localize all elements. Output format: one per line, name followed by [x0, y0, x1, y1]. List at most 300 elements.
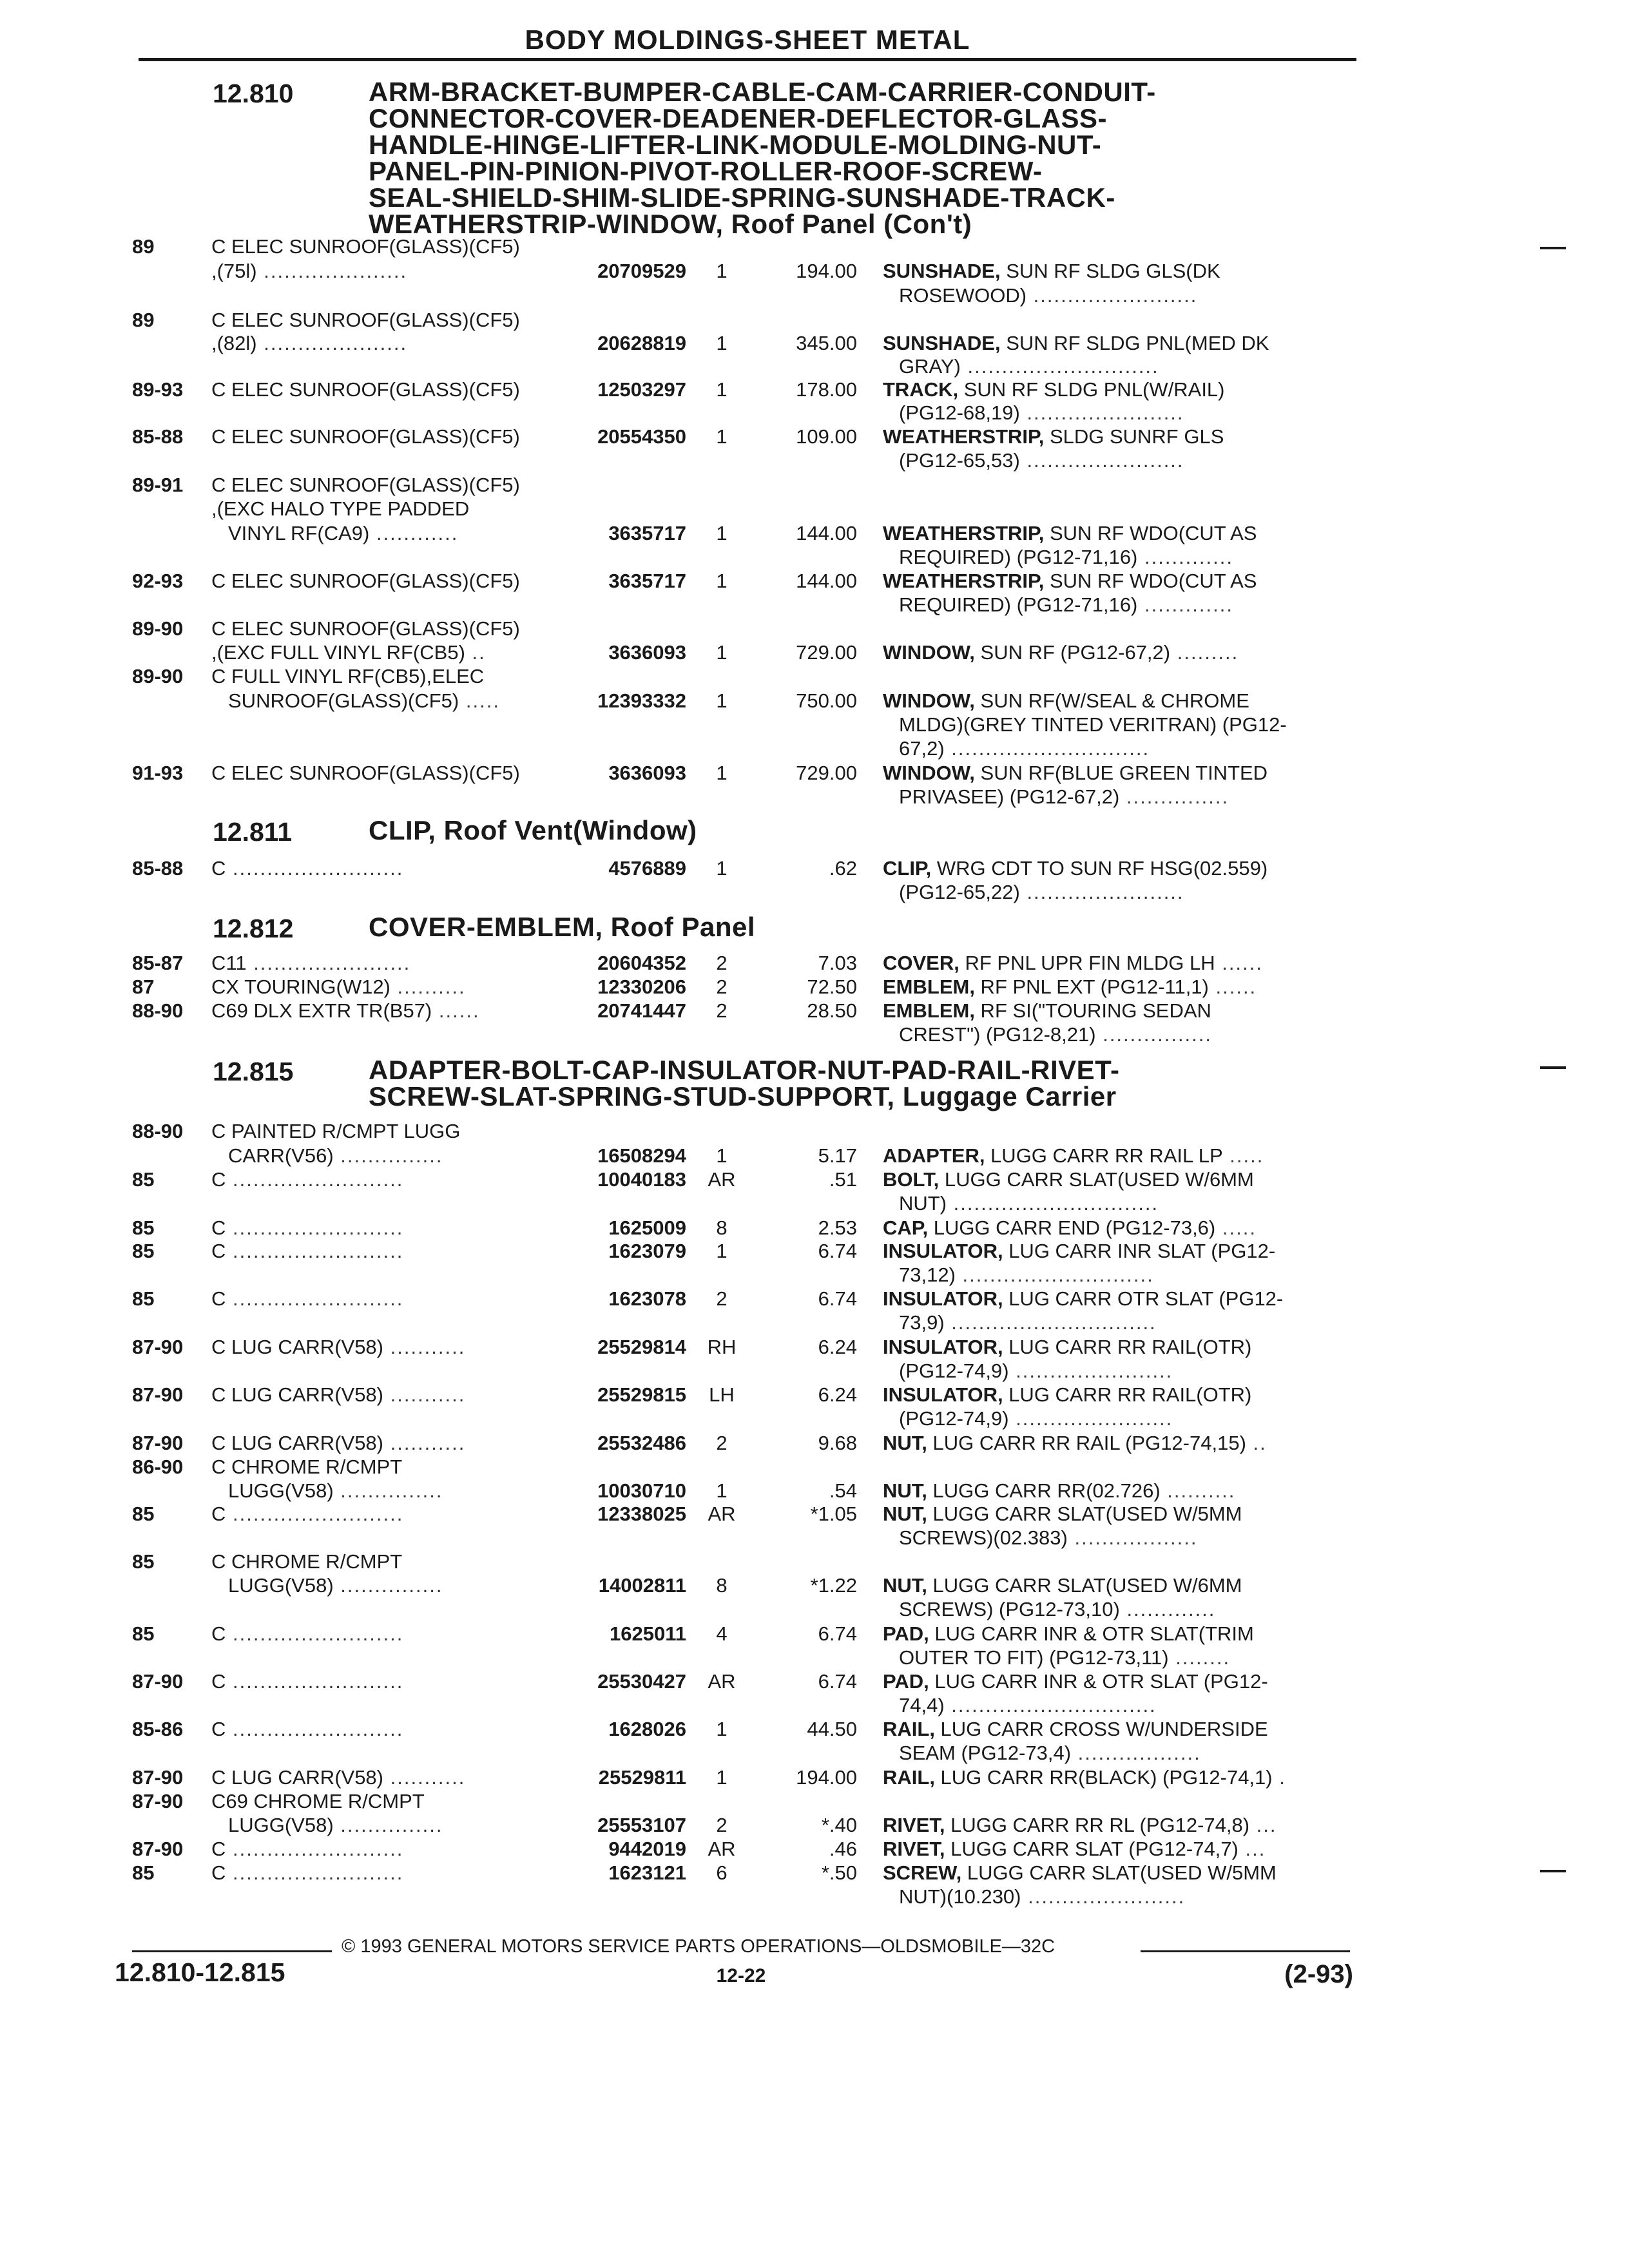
part-name — [883, 1383, 1251, 1407]
price: 729.00 — [796, 762, 857, 784]
part-number: 25553107 — [597, 1814, 686, 1836]
row-description-text: LUGG(V58) — [228, 1814, 334, 1836]
row-description-text: C — [211, 1622, 226, 1645]
part-name — [883, 332, 1269, 355]
quantity: 2 — [716, 999, 728, 1022]
price: 5.17 — [818, 1144, 857, 1167]
row-year: 85 — [132, 1216, 155, 1239]
part-name-text: LUGG CARR RR(02.726) — [927, 1479, 1161, 1502]
row-year: 85 — [132, 1622, 155, 1645]
part-name: COVER, RF PNL UPR FIN MLDG LH ...... — [883, 952, 1263, 974]
row-description: C ......................... — [211, 1622, 404, 1645]
part-name: ROSEWOOD) ........................ — [899, 284, 1198, 307]
part-name — [883, 1287, 1283, 1311]
row-description-text: ,(EXC FULL VINYL RF(CB5) — [211, 641, 465, 664]
part-name-keyword: CLIP, — [883, 857, 932, 879]
part-name-text: SUN RF (PG12-67,2) — [974, 641, 1171, 664]
part-name-text: 73,9) — [899, 1311, 945, 1334]
row-description: C11 ....................... — [211, 952, 411, 974]
part-number: 20709529 — [597, 260, 686, 282]
row-year: 85 — [132, 1168, 155, 1191]
part-name: REQUIRED) (PG12-71,16) ............. — [899, 546, 1233, 568]
part-name: RIVET, LUGG CARR RR RL (PG12-74,8) ... — [883, 1814, 1277, 1836]
row-year: 92-93 — [132, 570, 184, 592]
part-name-keyword: WEATHERSTRIP, — [883, 570, 1045, 592]
footer-section-range: 12.810-12.815 — [115, 1957, 285, 1987]
row-description: ,(75l) ..................... — [211, 260, 408, 282]
row-description: C69 CHROME R/CMPT — [211, 1790, 425, 1812]
part-name — [883, 1670, 1268, 1693]
row-description: C ELEC SUNROOF(GLASS)(CF5) — [211, 425, 520, 448]
part-name-text: SUN RF SLDG GLS(DK — [1000, 260, 1220, 282]
part-name-text: LUGG CARR SLAT(USED W/5MM — [961, 1861, 1277, 1884]
row-description: C ELEC SUNROOF(GLASS)(CF5) — [211, 762, 520, 784]
row-year: 89 — [132, 309, 155, 331]
row-year: 87-90 — [132, 1790, 184, 1812]
row-year: 87-90 — [132, 1432, 184, 1454]
part-number: 25529814 — [597, 1336, 686, 1358]
part-name-keyword: CAP, — [883, 1216, 929, 1239]
row-description: C ......................... — [211, 1503, 404, 1525]
part-name — [883, 1622, 1254, 1646]
section-number: 12.812 — [213, 914, 294, 943]
part-name — [883, 1503, 1242, 1526]
part-name-text: (PG12-68,19) — [899, 401, 1020, 424]
section-number: 12.811 — [213, 817, 293, 847]
price: *1.22 — [810, 1574, 857, 1597]
part-name: NUT, LUGG CARR RR(02.726) .......... — [883, 1479, 1236, 1502]
part-name-text: RF PNL UPR FIN MLDG LH — [959, 952, 1215, 974]
row-description-text: C — [211, 1838, 226, 1860]
row-year: 85-88 — [132, 425, 184, 448]
footer-rule — [1141, 1950, 1350, 1952]
row-description: C ELEC SUNROOF(GLASS)(CF5) — [211, 474, 520, 496]
part-number: 9442019 — [608, 1838, 686, 1860]
part-name-text: LUG CARR RR RAIL (PG12-74,15) — [927, 1432, 1246, 1454]
part-name-keyword: RIVET, — [883, 1838, 945, 1860]
part-name-keyword: WINDOW, — [883, 762, 975, 784]
row-year: 87-90 — [132, 1838, 184, 1860]
part-number: 3636093 — [608, 762, 686, 784]
part-name-keyword: SCREW, — [883, 1861, 962, 1884]
price: 6.74 — [818, 1240, 857, 1262]
row-year: 85-87 — [132, 952, 184, 974]
part-name-text: SUN RF SLDG PNL(W/RAIL) — [958, 378, 1225, 401]
part-name-text: REQUIRED) (PG12-71,16) — [899, 593, 1138, 616]
quantity: 2 — [716, 1432, 728, 1454]
part-name-text: LUGG CARR SLAT(USED W/5MM — [927, 1503, 1242, 1525]
row-description: CARR(V56) ............... — [228, 1144, 443, 1167]
row-year: 89-91 — [132, 474, 184, 496]
section-title — [369, 1057, 1119, 1110]
part-name-keyword: ADAPTER, — [883, 1144, 985, 1167]
row-description: C PAINTED R/CMPT LUGG — [211, 1120, 461, 1142]
part-name-text: LUG CARR OTR SLAT (PG12- — [1003, 1287, 1284, 1310]
row-description-text: C LUG CARR(V58) — [211, 1336, 383, 1358]
part-name: REQUIRED) (PG12-71,16) ............. — [899, 593, 1233, 616]
part-name-text: NUT) — [899, 1192, 947, 1215]
part-name-keyword: TRACK, — [883, 378, 959, 401]
part-name-text: OUTER TO FIT) (PG12-73,11) — [899, 1646, 1169, 1669]
row-year: 89-90 — [132, 665, 184, 687]
part-name-keyword: INSULATOR, — [883, 1336, 1003, 1358]
part-name — [883, 689, 1249, 713]
part-name-text: CREST") (PG12-8,21) — [899, 1023, 1096, 1046]
part-number: 3635717 — [608, 570, 686, 592]
row-description-text: C11 — [211, 952, 247, 974]
row-description-text: VINYL RF(CA9) — [228, 522, 370, 544]
part-name-text: LUG CARR INR & OTR SLAT (PG12- — [929, 1670, 1268, 1693]
part-name-text: LUG CARR INR & OTR SLAT(TRIM — [929, 1622, 1254, 1645]
part-number: 12393332 — [597, 689, 686, 712]
price: 345.00 — [796, 332, 857, 354]
quantity: 8 — [716, 1574, 728, 1597]
part-name: CAP, LUGG CARR END (PG12-73,6) ..... — [883, 1216, 1257, 1239]
price: 144.00 — [796, 522, 857, 544]
part-number: 14002811 — [598, 1574, 686, 1597]
section-title-line: WEATHERSTRIP-WINDOW, Roof Panel (Con't) — [369, 209, 972, 239]
part-number: 4576889 — [608, 857, 686, 879]
price: 6.74 — [818, 1287, 857, 1310]
quantity: AR — [708, 1503, 736, 1525]
row-description: SUNROOF(GLASS)(CF5) ..... — [228, 689, 500, 712]
margin-mark — [1540, 247, 1566, 249]
quantity: 1 — [716, 641, 728, 664]
row-year: 87-90 — [132, 1383, 184, 1406]
part-number: 10040183 — [597, 1168, 686, 1191]
part-number: 20741447 — [597, 999, 686, 1022]
part-name-text: 67,2) — [899, 737, 945, 760]
part-name-text: 74,4) — [899, 1694, 945, 1716]
part-name-keyword: INSULATOR, — [883, 1383, 1003, 1406]
part-number: 1628026 — [608, 1718, 686, 1740]
part-name-keyword: SUNSHADE, — [883, 332, 1001, 354]
part-name — [883, 1861, 1277, 1885]
row-description-text: LUGG(V58) — [228, 1574, 334, 1597]
price: 729.00 — [796, 641, 857, 664]
part-number: 12338025 — [597, 1503, 686, 1525]
part-number: 25529811 — [598, 1766, 686, 1789]
row-description-text: C — [211, 857, 226, 879]
row-description-text: C — [211, 1216, 226, 1239]
footer-page-number: 12-22 — [716, 1965, 766, 1986]
quantity: AR — [708, 1838, 736, 1860]
part-name-keyword: RAIL, — [883, 1718, 935, 1740]
part-name: 67,2) ............................. — [899, 737, 1150, 760]
part-number: 12503297 — [597, 378, 686, 401]
part-number: 10030710 — [597, 1479, 686, 1502]
price: 72.50 — [807, 975, 857, 998]
part-name: (PG12-65,53) ....................... — [899, 449, 1184, 472]
part-name: 74,4) .............................. — [899, 1694, 1157, 1716]
part-name — [883, 1240, 1275, 1263]
part-name-text: SCREWS)(02.383) — [899, 1526, 1068, 1549]
row-year: 87-90 — [132, 1766, 184, 1789]
quantity: 4 — [716, 1622, 728, 1645]
row-description-text: C — [211, 1670, 226, 1693]
row-description: C ......................... — [211, 1718, 404, 1740]
row-description: C LUG CARR(V58) ........... — [211, 1432, 466, 1454]
row-description: LUGG(V58) ............... — [228, 1814, 443, 1836]
row-year: 85 — [132, 1240, 155, 1262]
row-description: C ELEC SUNROOF(GLASS)(CF5) — [211, 235, 520, 258]
quantity: 2 — [716, 952, 728, 974]
row-description: C69 DLX EXTR TR(B57) ...... — [211, 999, 480, 1022]
quantity: 6 — [716, 1861, 728, 1884]
row-year: 88-90 — [132, 1120, 184, 1142]
part-name: (PG12-74,9) ....................... — [899, 1407, 1173, 1430]
quantity: 2 — [716, 1287, 728, 1310]
part-name: (PG12-65,22) ....................... — [899, 881, 1184, 903]
row-description-text: C — [211, 1168, 226, 1191]
part-name: 73,9) .............................. — [899, 1311, 1157, 1334]
row-year: 85 — [132, 1287, 155, 1310]
row-description: C ......................... — [211, 1216, 404, 1239]
row-description: C ELEC SUNROOF(GLASS)(CF5) — [211, 309, 520, 331]
row-description-text: C LUG CARR(V58) — [211, 1766, 383, 1789]
row-description: VINYL RF(CA9) ............ — [228, 522, 459, 544]
row-description: ,(EXC FULL VINYL RF(CB5) .. — [211, 641, 486, 664]
row-description: C LUG CARR(V58) ........... — [211, 1336, 466, 1358]
section-title: CLIP, Roof Vent(Window) — [369, 815, 697, 845]
quantity: 1 — [716, 1479, 728, 1502]
price: 44.50 — [807, 1718, 857, 1740]
price: 28.50 — [807, 999, 857, 1022]
part-number: 1623079 — [608, 1240, 686, 1262]
part-name-text: LUGG CARR SLAT (PG12-74,7) — [945, 1838, 1239, 1860]
part-name: GRAY) ............................ — [899, 355, 1159, 378]
row-description-text: LUGG(V58) — [228, 1479, 334, 1502]
footer-copyright: © 1993 GENERAL MOTORS SERVICE PARTS OPERATIONS—OLDSMOBILE—32C — [342, 1936, 1055, 1957]
part-name-keyword: COVER, — [883, 952, 959, 974]
part-name-text: SCREWS) (PG12-73,10) — [899, 1598, 1120, 1620]
quantity: 1 — [716, 260, 728, 282]
price: 2.53 — [818, 1216, 857, 1239]
part-name-text: LUG CARR RR RAIL(OTR) — [1003, 1336, 1252, 1358]
row-year: 85 — [132, 1861, 155, 1884]
row-description: C ELEC SUNROOF(GLASS)(CF5) — [211, 617, 520, 640]
part-name-keyword: RAIL, — [883, 1766, 935, 1789]
part-name-text: 73,12) — [899, 1264, 956, 1286]
row-description: C ......................... — [211, 1240, 404, 1262]
quantity: 1 — [716, 378, 728, 401]
margin-mark — [1540, 1870, 1566, 1872]
part-name-text: PRIVASEE) (PG12-67,2) — [899, 785, 1120, 808]
part-name — [883, 1168, 1254, 1191]
row-description: C LUG CARR(V58) ........... — [211, 1766, 466, 1789]
part-name-keyword: WEATHERSTRIP, — [883, 425, 1045, 448]
section-title-line: ARM-BRACKET-BUMPER-CABLE-CAM-CARRIER-CONDUIT- — [369, 77, 1156, 107]
row-year: 91-93 — [132, 762, 184, 784]
price: .46 — [829, 1838, 857, 1860]
row-description: LUGG(V58) ............... — [228, 1479, 443, 1502]
part-name — [883, 762, 1268, 785]
part-name: PRIVASEE) (PG12-67,2) ............... — [899, 785, 1229, 808]
row-year: 87 — [132, 975, 155, 998]
row-description: C ......................... — [211, 1838, 404, 1860]
part-name-text: WRG CDT TO SUN RF HSG(02.559) — [931, 857, 1268, 879]
part-number: 16508294 — [597, 1144, 686, 1167]
part-name-text: LUGG CARR SLAT(USED W/6MM — [939, 1168, 1254, 1191]
part-number: 20604352 — [597, 952, 686, 974]
part-name — [883, 378, 1225, 401]
part-name — [883, 570, 1257, 593]
part-name-keyword: NUT, — [883, 1503, 927, 1525]
row-description: C CHROME R/CMPT — [211, 1550, 403, 1573]
header-rule — [139, 58, 1356, 61]
price: 750.00 — [796, 689, 857, 712]
part-name — [883, 260, 1220, 283]
row-description: ,(82l) ..................... — [211, 332, 408, 354]
part-name-text: (PG12-65,22) — [899, 881, 1020, 903]
section-title-line: HANDLE-HINGE-LIFTER-LINK-MODULE-MOLDING-NUT- — [369, 130, 1102, 160]
part-name: ADAPTER, LUGG CARR RR RAIL LP ..... — [883, 1144, 1264, 1167]
part-name: NUT, LUG CARR RR RAIL (PG12-74,15) .. — [883, 1432, 1267, 1454]
part-number: 25529815 — [597, 1383, 686, 1406]
part-number: 20628819 — [597, 332, 686, 354]
quantity: 1 — [716, 522, 728, 544]
part-name-text: SUN RF WDO(CUT AS — [1044, 522, 1257, 544]
row-year: 89-93 — [132, 378, 184, 401]
part-number: 1623121 — [608, 1861, 686, 1884]
quantity: 1 — [716, 1144, 728, 1167]
price: *1.05 — [810, 1503, 857, 1525]
part-name-text: SUN RF(BLUE GREEN TINTED — [974, 762, 1268, 784]
part-name-keyword: BOLT, — [883, 1168, 940, 1191]
part-name — [883, 1718, 1268, 1741]
row-year: 85 — [132, 1503, 155, 1525]
section-title-line: PANEL-PIN-PINION-PIVOT-ROLLER-ROOF-SCREW- — [369, 156, 1043, 186]
part-name-text: (PG12-74,9) — [899, 1360, 1009, 1382]
part-name: SCREWS)(02.383) .................. — [899, 1526, 1198, 1549]
part-number: 3636093 — [608, 641, 686, 664]
row-description-text: ,(82l) — [211, 332, 257, 354]
price: 194.00 — [796, 1766, 857, 1789]
part-name: (PG12-68,19) ....................... — [899, 401, 1184, 424]
price: 9.68 — [818, 1432, 857, 1454]
part-name-keyword: EMBLEM, — [883, 975, 975, 998]
part-name-keyword: NUT, — [883, 1432, 927, 1454]
price: 7.03 — [818, 952, 857, 974]
part-name: NUT) .............................. — [899, 1192, 1159, 1215]
part-name-keyword: PAD, — [883, 1670, 929, 1693]
section-number: 12.815 — [213, 1057, 294, 1086]
row-description: C CHROME R/CMPT — [211, 1456, 403, 1478]
row-year: 85 — [132, 1550, 155, 1573]
row-year: 86-90 — [132, 1456, 184, 1478]
part-name-text: SUN RF WDO(CUT AS — [1044, 570, 1257, 592]
part-name-text: LUGG CARR RR RL (PG12-74,8) — [945, 1814, 1250, 1836]
price: 178.00 — [796, 378, 857, 401]
part-name: RIVET, LUGG CARR SLAT (PG12-74,7) ... — [883, 1838, 1266, 1860]
part-name-text: LUG CARR RR RAIL(OTR) — [1003, 1383, 1252, 1406]
price: 6.74 — [818, 1622, 857, 1645]
row-year: 87-90 — [132, 1670, 184, 1693]
quantity: AR — [708, 1670, 736, 1693]
price: 6.24 — [818, 1383, 857, 1406]
section-title-line: SEAL-SHIELD-SHIM-SLIDE-SPRING-SUNSHADE-TRACK- — [369, 182, 1115, 213]
part-name-keyword: INSULATOR, — [883, 1240, 1003, 1262]
section-number: 12.810 — [213, 79, 294, 108]
price: 6.74 — [818, 1670, 857, 1693]
footer-rule — [132, 1950, 332, 1952]
part-name-keyword: PAD, — [883, 1622, 929, 1645]
quantity: 2 — [716, 1814, 728, 1836]
part-number: 1625009 — [608, 1216, 686, 1239]
part-number: 1623078 — [608, 1287, 686, 1310]
part-name-text: SLDG SUNRF GLS — [1044, 425, 1224, 448]
price: 144.00 — [796, 570, 857, 592]
row-description-text: C LUG CARR(V58) — [211, 1432, 383, 1454]
part-number: 3635717 — [608, 522, 686, 544]
part-name-keyword: NUT, — [883, 1574, 927, 1597]
price: .51 — [829, 1168, 857, 1191]
part-name-text: REQUIRED) (PG12-71,16) — [899, 546, 1138, 568]
part-name-text: RF PNL EXT (PG12-11,1) — [974, 975, 1209, 998]
part-number: 25532486 — [597, 1432, 686, 1454]
row-description: C ......................... — [211, 1861, 404, 1884]
part-name: EMBLEM, RF PNL EXT (PG12-11,1) ...... — [883, 975, 1257, 998]
part-name: (PG12-74,9) ....................... — [899, 1360, 1173, 1382]
row-description: C LUG CARR(V58) ........... — [211, 1383, 466, 1406]
row-description-text: C — [211, 1287, 226, 1310]
quantity: 1 — [716, 1718, 728, 1740]
quantity: 1 — [716, 425, 728, 448]
price: *.40 — [821, 1814, 857, 1836]
part-number: 20554350 — [597, 425, 686, 448]
part-name — [883, 999, 1211, 1023]
part-number: 25530427 — [597, 1670, 686, 1693]
quantity: 1 — [716, 689, 728, 712]
row-year: 88-90 — [132, 999, 184, 1022]
row-year: 87-90 — [132, 1336, 184, 1358]
part-number: 1625011 — [610, 1622, 686, 1645]
part-name-text: LUGG CARR END (PG12-73,6) — [928, 1216, 1216, 1239]
part-name-text: SUN RF SLDG PNL(MED DK — [1000, 332, 1269, 354]
price: 109.00 — [796, 425, 857, 448]
part-name: OUTER TO FIT) (PG12-73,11) ........ — [899, 1646, 1231, 1669]
part-name-text: LUGG CARR RR RAIL LP — [985, 1144, 1223, 1167]
part-name-keyword: NUT, — [883, 1479, 927, 1502]
part-name: SCREWS) (PG12-73,10) ............. — [899, 1598, 1216, 1620]
part-name-keyword: WINDOW, — [883, 689, 975, 712]
row-description: C ELEC SUNROOF(GLASS)(CF5) — [211, 378, 520, 401]
part-name-text: RF SI("TOURING SEDAN — [974, 999, 1211, 1022]
part-name-text: LUG CARR RR(BLACK) (PG12-74,1) — [934, 1766, 1273, 1789]
part-name-text: GRAY) — [899, 355, 961, 378]
section-title: COVER-EMBLEM, Roof Panel — [369, 912, 756, 942]
quantity: 1 — [716, 1766, 728, 1789]
part-name-text: (PG12-65,53) — [899, 449, 1020, 472]
quantity: 8 — [716, 1216, 728, 1239]
part-name-text: SUN RF(W/SEAL & CHROME — [974, 689, 1249, 712]
quantity: 1 — [716, 857, 728, 879]
part-name — [883, 522, 1257, 545]
part-name: NUT)(10.230) ....................... — [899, 1885, 1186, 1908]
part-name: MLDG)(GREY TINTED VERITRAN) (PG12- — [899, 713, 1287, 736]
quantity: RH — [707, 1336, 737, 1358]
part-name — [883, 857, 1268, 880]
quantity: 1 — [716, 1240, 728, 1262]
price: .54 — [829, 1479, 857, 1502]
quantity: 1 — [716, 332, 728, 354]
row-description: C ......................... — [211, 1168, 404, 1191]
part-name-text: ROSEWOOD) — [899, 284, 1027, 307]
row-description: C FULL VINYL RF(CB5),ELEC — [211, 665, 485, 687]
row-description-text: C — [211, 1861, 226, 1884]
row-description-text: C — [211, 1718, 226, 1740]
quantity: LH — [709, 1383, 735, 1406]
